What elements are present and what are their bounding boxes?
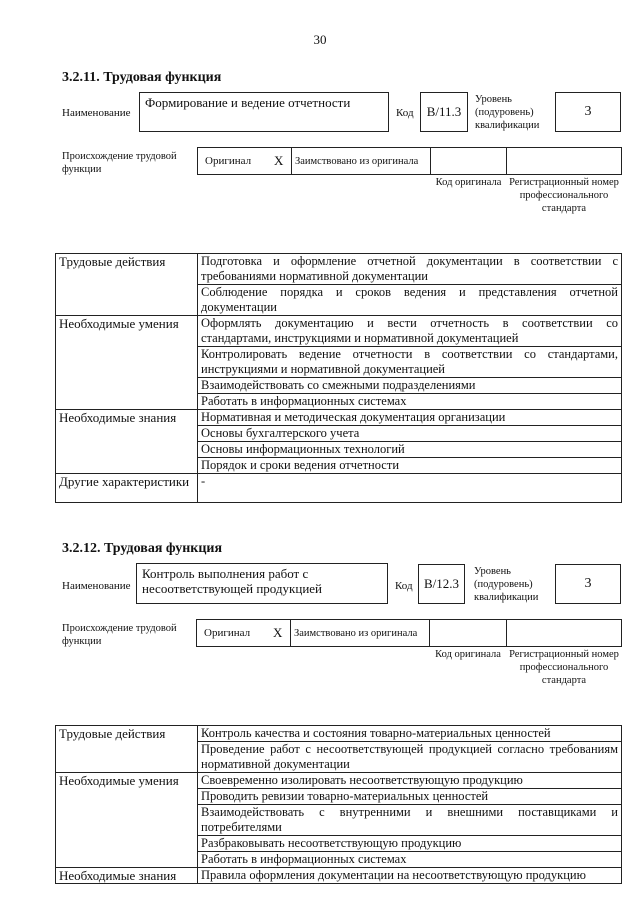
table-cell: Основы бухгалтерского учета [198, 426, 622, 442]
table-cell: Оформлять документацию и вести отчетность в соответствии со стандартами, инструкциями и нормативной документацией [198, 316, 622, 347]
level-value: 3 [584, 576, 592, 591]
table-row [56, 868, 622, 884]
table-cell: Подготовка и оформление отчетной документации в соответствии с требованиями нормативной документации [198, 254, 622, 285]
row-header: Необходимые умения [56, 316, 198, 410]
reg-number-box [506, 619, 622, 647]
table-cell: Разбраковывать несоответствующую продукцию [198, 836, 622, 852]
code-value: B/12.3 [423, 576, 460, 591]
row-header: Трудовые действия [56, 726, 198, 773]
name-value: Контроль выполнения работ с несоответствующей продукцией [142, 566, 323, 596]
reg-number-box [506, 147, 622, 175]
table-cell: Проводить ревизии товарно-материальных ценностей [198, 789, 622, 805]
table-row [56, 410, 622, 426]
original-mark: X [273, 625, 283, 640]
table-cell: Соблюдение порядка и сроков ведения и представления отчетной документации [198, 285, 622, 316]
table-row [56, 474, 622, 503]
reg-number-caption: Регистрационный номер профессионального стандарта [509, 177, 619, 214]
table-cell: Нормативная и методическая документация организации [198, 410, 622, 426]
borrowed-label: Заимствовано из оригинала [295, 156, 419, 167]
table-cell: Работать в информационных системах [198, 852, 622, 868]
name-value-box [136, 563, 388, 604]
original-box [197, 147, 292, 175]
level-value-box [555, 564, 621, 604]
borrowed-label: Заимствовано из оригинала [294, 628, 418, 639]
name-label: Наименование [62, 580, 131, 592]
table-cell: - [198, 474, 622, 503]
code-value: B/11.3 [426, 104, 462, 119]
table-cell: Взаимодействовать с внутренними и внешними поставщиками и потребителями [198, 805, 622, 836]
page-number: 30 [313, 32, 327, 47]
original-label: Оригинал [205, 155, 252, 167]
name-value-box [139, 92, 389, 132]
original-box [196, 619, 291, 647]
name-value: Формирование и ведение отчетности [145, 95, 351, 110]
code-value-box [418, 564, 465, 604]
borrowed-box [290, 619, 430, 647]
table-row [56, 773, 622, 789]
original-code-box [429, 619, 507, 647]
table-cell: Взаимодействовать со смежными подразделениями [198, 378, 622, 394]
level-label: Уровень (подуровень) квалификации [474, 566, 539, 603]
table-cell: Контролировать ведение отчетности в соответствии со стандартами, инструкциями и нормативной документацией [198, 347, 622, 378]
original-code-box [430, 147, 507, 175]
table-cell: Своевременно изолировать несоответствующую продукцию [198, 773, 622, 789]
row-header: Необходимые умения [56, 773, 198, 868]
table-cell: Проведение работ с несоответствующей продукцией согласно требованиям нормативной документации [198, 742, 622, 773]
origin-label: Происхождение трудовой функции [62, 151, 177, 175]
table-cell: Работать в информационных системах [198, 394, 622, 410]
table-cell: Основы информационных технологий [198, 442, 622, 458]
original-code-caption: Код оригинала [435, 177, 502, 188]
code-value-box [420, 92, 468, 132]
row-header: Необходимые знания [56, 868, 198, 884]
level-value-box [555, 92, 621, 132]
table-row [56, 254, 622, 285]
borrowed-box [291, 147, 431, 175]
table-row [56, 316, 622, 347]
origin-label: Происхождение трудовой функции [62, 623, 177, 647]
table-cell: Контроль качества и состояния товарно-материальных ценностей [198, 726, 622, 742]
section-title: 3.2.11. Трудовая функция [62, 70, 222, 85]
original-code-caption: Код оригинала [435, 649, 501, 660]
table-row [56, 726, 622, 742]
code-label: Код [395, 580, 413, 592]
function-table [55, 725, 622, 884]
code-label: Код [396, 107, 414, 119]
section-title: 3.2.12. Трудовая функция [62, 541, 223, 556]
original-mark: X [274, 153, 284, 168]
name-label: Наименование [62, 107, 131, 119]
row-header: Необходимые знания [56, 410, 198, 474]
row-header: Другие характеристики [56, 474, 198, 503]
reg-number-caption: Регистрационный номер профессионального стандарта [509, 649, 619, 686]
row-header: Трудовые действия [56, 254, 198, 316]
level-value: 3 [584, 104, 592, 119]
table-cell: Правила оформления документации на несоответствующую продукцию [198, 868, 622, 884]
level-label: Уровень (подуровень) квалификации [475, 94, 540, 131]
table-cell: Порядок и сроки ведения отчетности [198, 458, 622, 474]
function-table [55, 253, 622, 503]
original-label: Оригинал [204, 627, 251, 639]
